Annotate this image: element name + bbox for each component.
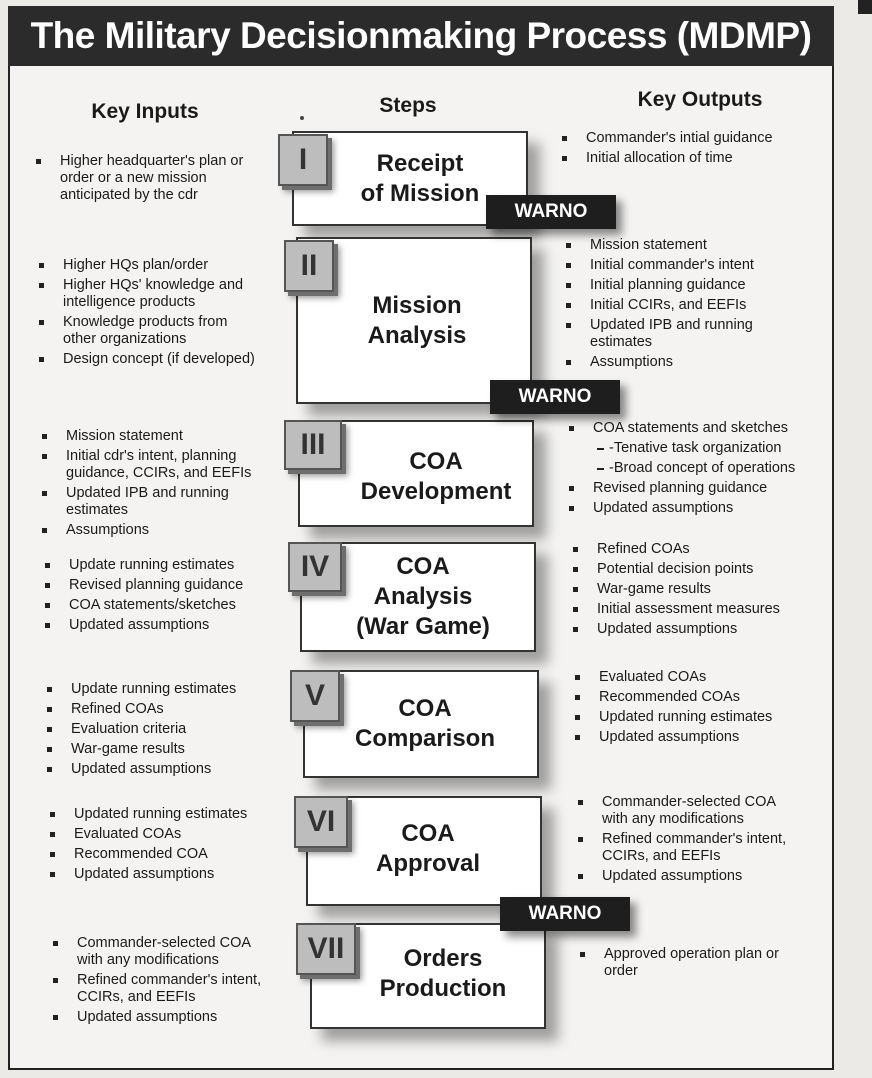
step-title: COA Development <box>360 447 512 505</box>
key-outputs-header: Key Outputs <box>637 88 763 111</box>
step-title: COA Comparison <box>354 695 495 752</box>
outputs-list-step-5 <box>573 669 829 749</box>
title-banner <box>8 6 834 66</box>
output-item: Assumptions <box>564 354 824 371</box>
step-title: COA Analysis (War Game) <box>356 553 490 640</box>
step-title: Receipt of Mission <box>360 149 480 207</box>
warno-label: WARNO <box>490 380 620 414</box>
input-item: Commander-selected COA with any modifications <box>51 935 301 969</box>
key-inputs-header: Key Inputs <box>91 100 199 123</box>
inputs-list-step-6 <box>48 806 298 886</box>
input-item: COA statements/sketches <box>43 597 293 614</box>
output-item: Initial allocation of time <box>560 150 830 167</box>
input-item: Refined commander's intent, CCIRs, and EEFIs <box>51 972 301 1006</box>
output-item: Initial CCIRs, and EEFIs <box>564 297 824 314</box>
output-item: Updated assumptions <box>567 500 829 517</box>
output-subitem: -Tenative task organization <box>567 440 829 457</box>
input-item: Knowledge products from other organizations <box>37 314 287 348</box>
step-number-badge: IV <box>288 542 342 592</box>
output-item: Revised planning guidance <box>567 480 829 497</box>
step-number-badge: V <box>290 670 340 722</box>
input-item: Update running estimates <box>45 681 295 698</box>
diagram-title: The Military Decisionmaking Process (MDMP) <box>30 15 812 56</box>
output-item: Updated IPB and running estimates <box>564 317 824 351</box>
input-item: Evaluated COAs <box>48 826 298 843</box>
output-item: Updated assumptions <box>573 729 829 746</box>
page-edge-mark <box>858 0 872 14</box>
output-item: Evaluated COAs <box>573 669 829 686</box>
input-item: Updated assumptions <box>43 617 293 634</box>
input-item: Updated assumptions <box>51 1009 301 1026</box>
outputs-list-step-1 <box>560 130 830 170</box>
inputs-list-step-3 <box>40 428 290 542</box>
output-item: Initial assessment measures <box>571 601 829 618</box>
output-item: War-game results <box>571 581 829 598</box>
input-item: Mission statement <box>40 428 290 445</box>
step-number-badge: II <box>284 240 334 292</box>
output-item: Potential decision points <box>571 561 829 578</box>
stray-dot <box>300 116 304 120</box>
step-number-badge: VI <box>294 796 348 848</box>
outputs-list-step-4 <box>571 541 829 641</box>
output-item: Commander-selected COA with any modifications <box>576 794 830 828</box>
output-item: Recommended COAs <box>573 689 829 706</box>
input-item: Design concept (if developed) <box>37 351 287 368</box>
inputs-list-step-1 <box>34 153 274 207</box>
inputs-list-step-7 <box>51 935 301 1029</box>
output-item: Refined COAs <box>571 541 829 558</box>
inputs-list-step-5 <box>45 681 295 781</box>
input-item: Higher headquarter's plan or order or a new mission anticipated by the cdr <box>34 153 274 204</box>
input-item: Updated assumptions <box>45 761 295 778</box>
output-item: Approved operation plan or order <box>578 946 830 980</box>
steps-header: Steps <box>379 94 437 117</box>
input-item: Update running estimates <box>43 557 293 574</box>
inputs-list-step-4 <box>43 557 293 637</box>
output-item: Initial planning guidance <box>564 277 824 294</box>
output-item: Updated running estimates <box>573 709 829 726</box>
output-item: Updated assumptions <box>576 868 830 885</box>
output-item: Mission statement <box>564 237 824 254</box>
warno-label: WARNO <box>486 195 616 229</box>
input-item: Updated running estimates <box>48 806 298 823</box>
input-item: Revised planning guidance <box>43 577 293 594</box>
step-number-badge: VII <box>296 923 356 975</box>
output-item: Commander's intial guidance <box>560 130 830 147</box>
input-item: Higher HQs plan/order <box>37 257 287 274</box>
input-item: Assumptions <box>40 522 290 539</box>
step-number-badge: III <box>284 420 342 470</box>
output-item: COA statements and sketches <box>567 420 829 437</box>
warno-label: WARNO <box>500 897 630 931</box>
step-title: Orders Production <box>379 945 507 1002</box>
output-item: Updated assumptions <box>571 621 829 638</box>
input-item: War-game results <box>45 741 295 758</box>
output-subitem: -Broad concept of operations <box>567 460 829 477</box>
step-title: COA Approval <box>375 820 480 877</box>
input-item: Refined COAs <box>45 701 295 718</box>
input-item: Initial cdr's intent, planning guidance, CCIRs, and EEFIs <box>40 448 290 482</box>
input-item: Higher HQs' knowledge and intelligence products <box>37 277 287 311</box>
outputs-list-step-6 <box>576 794 830 888</box>
outputs-list-step-2 <box>564 237 824 374</box>
input-item: Updated IPB and running estimates <box>40 485 290 519</box>
input-item: Recommended COA <box>48 846 298 863</box>
outputs-list-step-7 <box>578 946 830 983</box>
input-item: Evaluation criteria <box>45 721 295 738</box>
step-title: Mission Analysis <box>367 291 467 349</box>
outputs-list-step-3 <box>567 420 829 520</box>
inputs-list-step-2 <box>37 257 287 371</box>
input-item: Updated assumptions <box>48 866 298 883</box>
output-item: Refined commander's intent, CCIRs, and EEFIs <box>576 831 830 865</box>
output-item: Initial commander's intent <box>564 257 824 274</box>
step-number-badge: I <box>278 134 328 186</box>
